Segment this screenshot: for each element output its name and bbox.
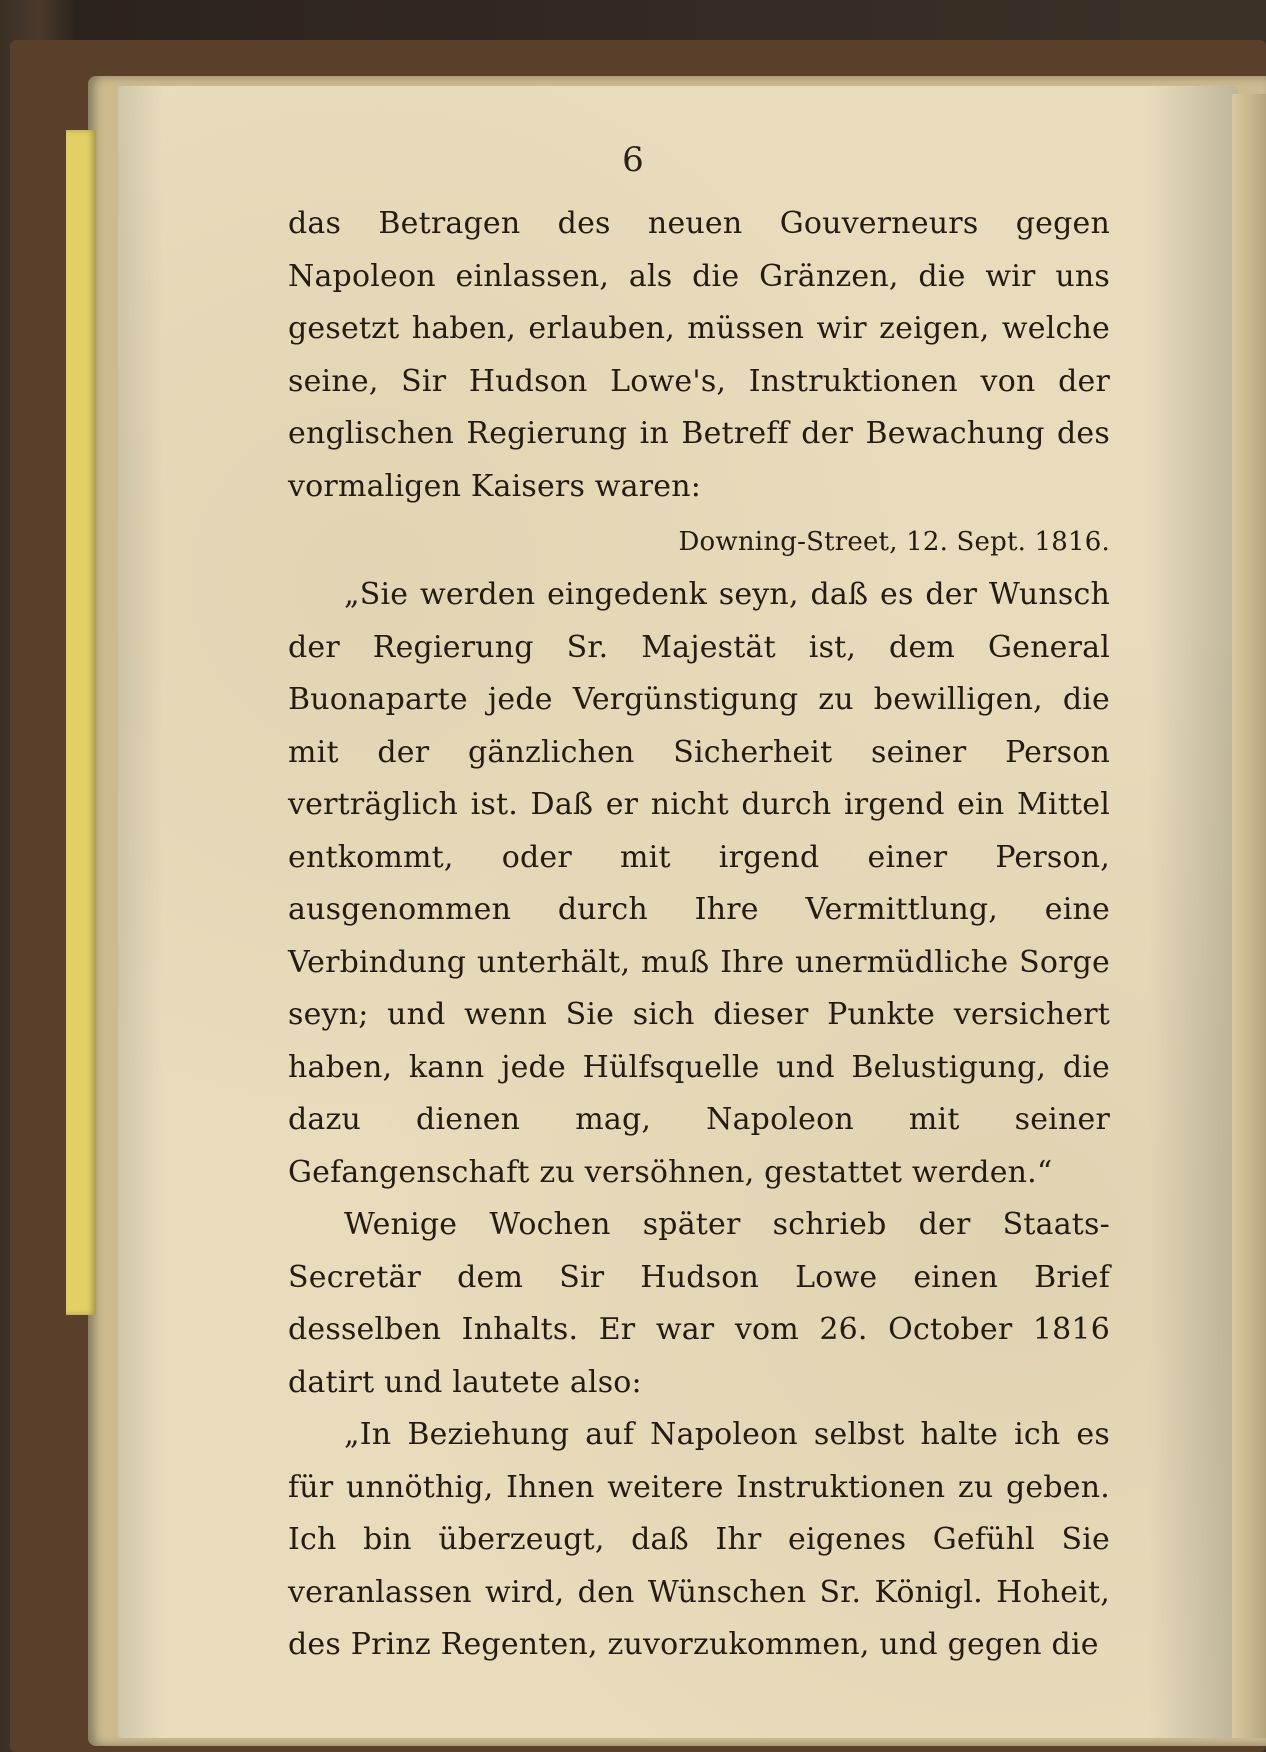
page-number: 6 xyxy=(622,140,644,180)
yellow-page-tab xyxy=(66,130,96,1315)
paragraph-narrative: Wenige Wochen später schrieb der Staats-Secretär dem Sir Hudson Lowe einen Brief desselben Inhalts. Er war vom 26. October 1816 datirt und lautete also: xyxy=(288,1207,1110,1400)
dateline: Downing-Street, 12. Sept. 1816. xyxy=(678,527,1110,557)
facing-page-edge xyxy=(1232,94,1266,1738)
paragraph-quote-1: „Sie werden eingedenk seyn, daß es der Wunsch der Regierung Sr. Majestät ist, dem General Buonaparte jede Vergünstigung zu bewilligen, die mit der gänzlichen Sicherheit seiner Person verträglich ist. Daß er nicht durch irgend ein Mittel entkommt, oder mit irgend einer Person, ausgenommen durch Ihre Vermittlung, eine Verbindung unterhält, muß Ihre unermüdliche Sorge seyn; und wenn Sie sich dieser Punkte versichert haben, kann jede Hülfsquelle und Belustigung, die dazu dienen mag, Napoleon mit seiner Gefangenschaft zu versöhnen, gestattet werden.“ xyxy=(288,577,1110,1190)
page-text xyxy=(288,198,1110,1672)
paragraph-intro: das Betragen des neuen Gouverneurs gegen Napoleon einlassen, als die Gränzen, die wir uns gesetzt haben, erlauben, müssen wir zeigen, welche seine, Sir Hudson Lowe's, Instruktionen von der englischen Regierung in Betreff der Bewachung des vormaligen Kaisers waren: xyxy=(288,206,1110,504)
paragraph-quote-2: „In Beziehung auf Napoleon selbst halte ich es für unnöthig, Ihnen weitere Instruktionen zu geben. Ich bin überzeugt, daß Ihr eigenes Gefühl Sie veranlassen wird, den Wünschen Sr. Königl. Hoheit, des Prinz Regenten, zuvorzukommen, und gegen die xyxy=(288,1417,1110,1662)
